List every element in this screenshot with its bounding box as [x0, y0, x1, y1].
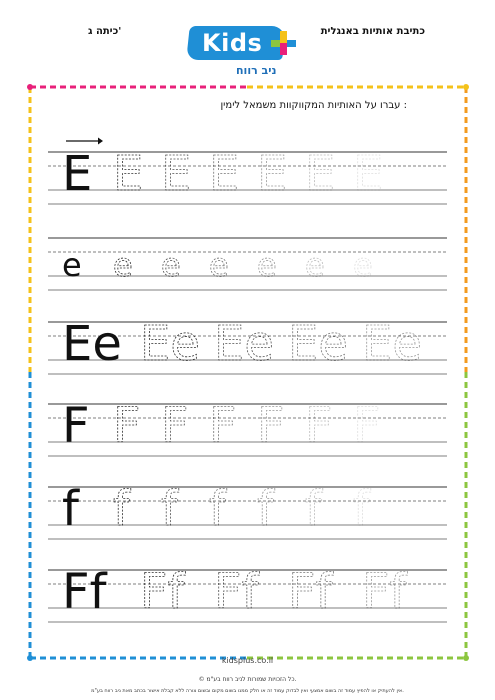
trace-letter: E [161, 146, 192, 202]
model-letter: E [62, 146, 93, 202]
tracing-row [48, 398, 447, 456]
trace-letter: e [353, 246, 373, 284]
footer-copyright: © כל הזכויות שמורות לניב רווח בע"מ. [198, 676, 297, 683]
trace-letter: e [257, 246, 277, 284]
trace-letter: E [257, 146, 288, 202]
trace-letter: f [161, 481, 178, 537]
trace-letter: f [113, 481, 130, 537]
tracing-row [48, 238, 447, 290]
model-letter: f [62, 481, 79, 537]
grade-label: כיתה ג' [88, 26, 122, 37]
trace-letter: f [209, 481, 226, 537]
model-letter: Ff [62, 564, 107, 620]
trace-letter: Ff [288, 564, 333, 620]
tracing-row [48, 564, 447, 622]
trace-letter: F [209, 398, 237, 454]
trace-letter: F [113, 398, 141, 454]
trace-letter: Ff [362, 564, 407, 620]
trace-letter: Ff [140, 564, 185, 620]
trace-letter: E [209, 146, 240, 202]
trace-letter: F [161, 398, 189, 454]
model-letter: F [62, 398, 90, 454]
trace-letter: E [113, 146, 144, 202]
trace-letter: Ee [362, 316, 422, 372]
trace-letter: f [257, 481, 274, 537]
trace-letter: F [353, 398, 381, 454]
trace-letter: f [353, 481, 370, 537]
footer-url: kidsplus.co.il [221, 656, 274, 665]
footer-note: אין להעתיק או להפיץ עמוד זה בשום אמצעי ואין לבדוק עמוד זה או חלק ממנו בשום מקום ובשום צורה ללא קבלת אישור בכתב מאת ניב רווח בע"מ. [91, 688, 404, 694]
tracing-row [48, 481, 447, 539]
logo-subtitle: ניב רווח [236, 64, 277, 77]
model-letter: e [62, 246, 82, 284]
tracing-row [48, 146, 447, 204]
trace-letter: e [209, 246, 229, 284]
trace-letter: E [305, 146, 336, 202]
worksheet-title: כתיבת אותיות באנגלית [320, 26, 425, 37]
trace-letter: F [257, 398, 285, 454]
tracing-row [48, 316, 447, 374]
trace-letter: e [161, 246, 181, 284]
instruction-text: עברו על האותיות המקווקוות משמאל לימין : [220, 100, 407, 111]
trace-letter: Ee [214, 316, 274, 372]
trace-letter: e [305, 246, 325, 284]
logo-text: Kids [202, 29, 263, 57]
trace-letter: F [305, 398, 333, 454]
trace-letter: e [113, 246, 133, 284]
trace-letter: Ee [140, 316, 200, 372]
trace-letter: Ee [288, 316, 348, 372]
trace-letter: Ff [214, 564, 259, 620]
trace-letter: f [305, 481, 322, 537]
trace-letter: E [353, 146, 384, 202]
model-letter: Ee [62, 316, 122, 372]
